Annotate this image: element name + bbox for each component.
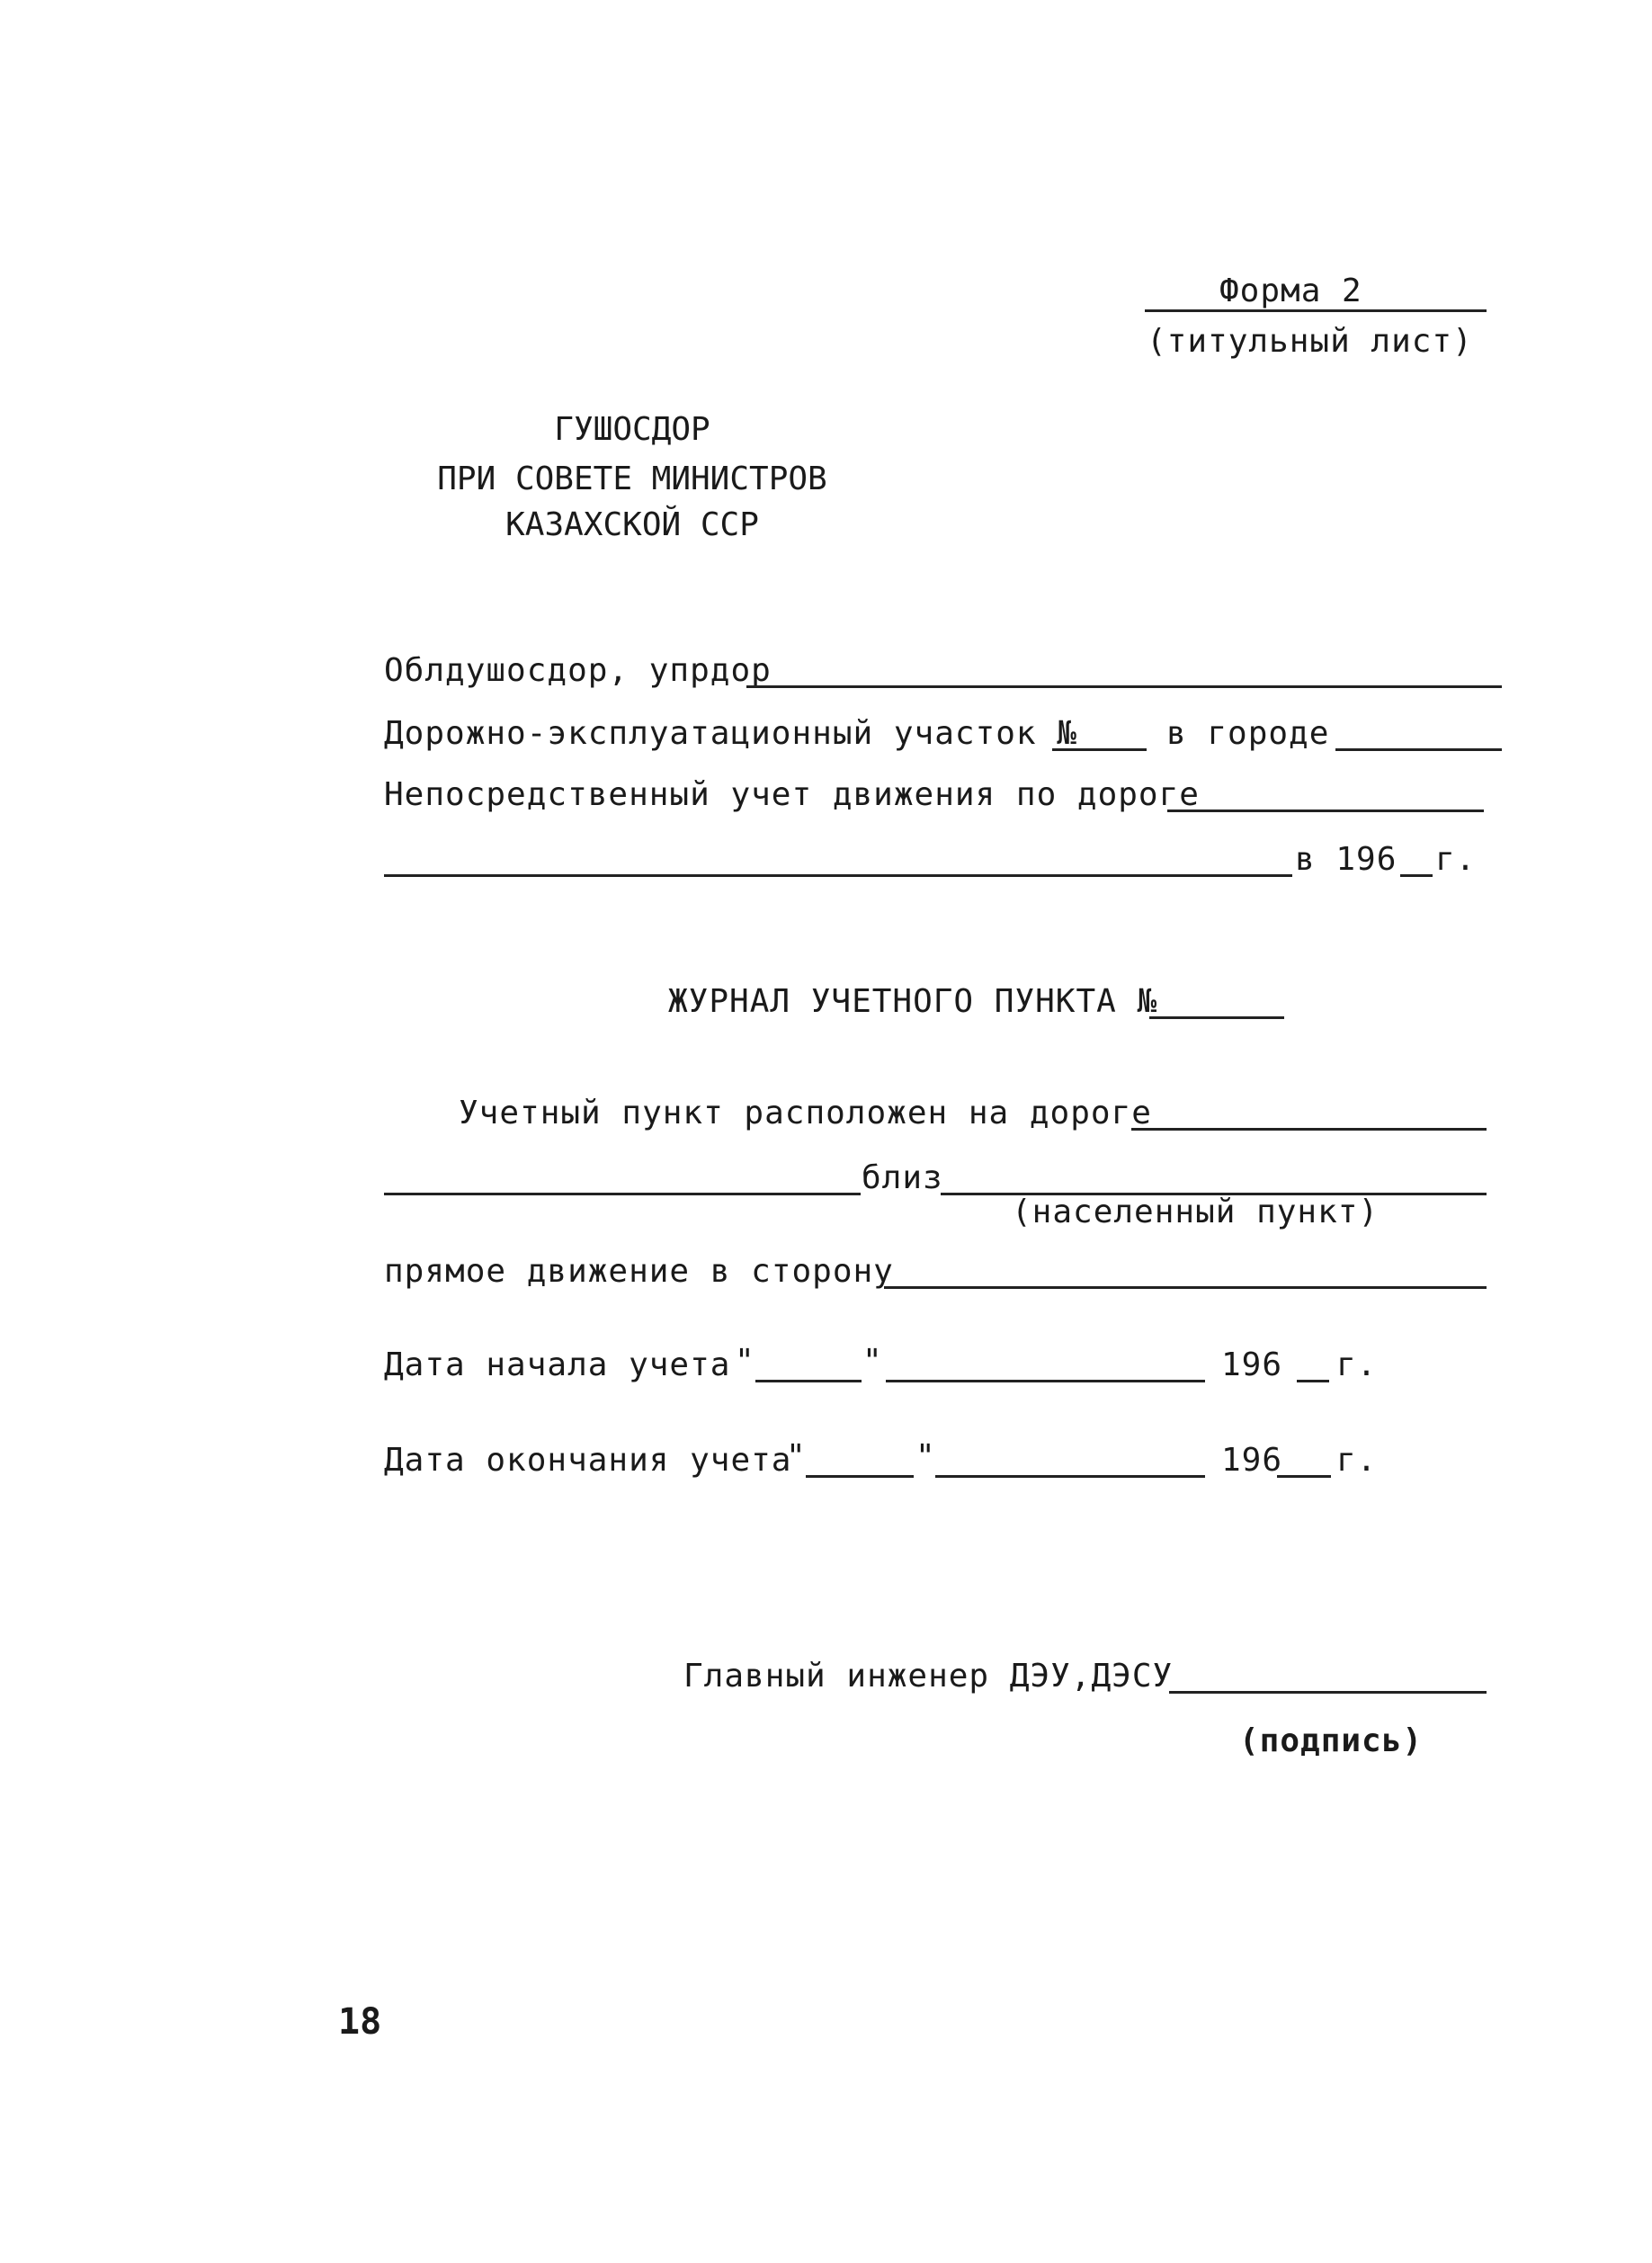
org-line-2: ПРИ СОВЕТЕ МИНИСТРОВ: [437, 461, 827, 497]
start-quote-close: ": [862, 1343, 883, 1380]
year-line-field[interactable]: [384, 874, 1292, 877]
located-label: Учетный пункт расположен на дороге: [459, 1095, 1152, 1132]
end-quote-open: ": [786, 1438, 807, 1475]
end-day-field[interactable]: [806, 1475, 914, 1478]
start-year-digit-field[interactable]: [1297, 1380, 1329, 1382]
start-date-label: Дата начала учета: [384, 1346, 731, 1383]
org-line-3: КАЗАХСКОЙ ССР: [505, 506, 759, 543]
city-field[interactable]: [1335, 748, 1502, 751]
form-sublabel: (титульный лист): [1147, 323, 1473, 360]
start-quote-open: ": [735, 1343, 755, 1380]
end-date-label: Дата окончания учета: [384, 1442, 792, 1479]
near-left-field[interactable]: [384, 1193, 861, 1195]
signature-label: Главный инженер ДЭУ,ДЭСУ: [683, 1658, 1174, 1695]
signature-caption: (подпись): [1239, 1722, 1424, 1759]
obl-label: Облдушосдор, упрдор: [384, 652, 772, 689]
deu-number-field[interactable]: [1052, 748, 1147, 751]
signature-field[interactable]: [1169, 1691, 1487, 1694]
count-road-field[interactable]: [1167, 809, 1484, 812]
direction-label: прямое движение в сторону: [384, 1253, 894, 1290]
near-label: близ: [862, 1159, 943, 1196]
year-prefix: в 196: [1295, 841, 1398, 878]
located-road-field[interactable]: [1131, 1128, 1487, 1131]
year-g: г.: [1435, 841, 1477, 878]
start-month-field[interactable]: [886, 1380, 1205, 1382]
settlement-caption: (населенный пункт): [1012, 1194, 1380, 1230]
obl-field[interactable]: [746, 685, 1502, 688]
end-quote-close: ": [915, 1438, 936, 1475]
end-year-digit-field[interactable]: [1277, 1475, 1331, 1478]
count-road-label: Непосредственный учет движения по дороге: [384, 776, 1200, 813]
start-year-g: г.: [1336, 1346, 1378, 1383]
direction-field[interactable]: [884, 1286, 1487, 1289]
start-year: 196: [1221, 1346, 1283, 1383]
city-label: в городе: [1166, 715, 1330, 752]
end-year-g: г.: [1336, 1442, 1378, 1479]
form-label: Форма 2: [1219, 273, 1362, 309]
year-digit-field[interactable]: [1400, 874, 1433, 877]
start-day-field[interactable]: [755, 1380, 862, 1382]
deu-label: Дорожно-эксплуатационный участок №: [384, 715, 1077, 752]
org-line-1: ГУШОСДОР: [554, 411, 710, 448]
journal-title: ЖУРНАЛ УЧЕТНОГО ПУНКТА №: [668, 983, 1158, 1020]
page-number: 18: [338, 2001, 382, 2043]
end-month-field[interactable]: [935, 1475, 1205, 1478]
end-year: 196: [1221, 1442, 1283, 1479]
form-label-underline: [1145, 309, 1487, 312]
journal-number-field[interactable]: [1149, 1016, 1284, 1019]
